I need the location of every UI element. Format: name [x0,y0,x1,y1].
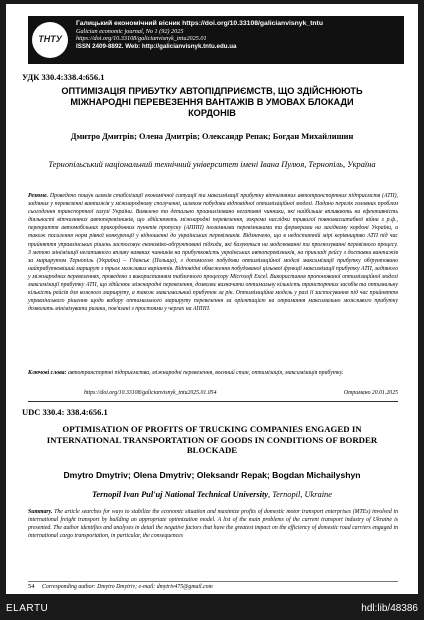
header-issue-doi[interactable]: https://doi.org/10.33108/galicianvisnyk_tntu2025.01 [76,35,207,43]
keywords-label: Ключові слова: [28,370,67,376]
article-doi-link[interactable]: https://doi.org/10.33108/galicianvisnyk_tntu2025.01.054 [84,390,217,396]
journal-header [28,16,404,64]
affiliation-en-name: Ternopil Ivan Pul'uj National Technical University [92,490,269,499]
keywords-ua [28,369,398,377]
section-divider [28,401,398,402]
affiliation-ua: Тернопільський національний технічний університет імені Івана Пулюя, Тернопіль, Україна [48,160,376,169]
header-journal-en: Galician economic journal, No 1 (92) 2025 [76,27,184,35]
journal-page [6,4,418,594]
affiliation-en-city: , Ternopil, Ukraine [268,490,332,499]
summary-text: The article searches for ways to stabilize the economic situation and maximize profits of domestic motor transport enterprises (MTEs) involved in international freight transport by building an appropriate optimization model. A list of the main problems of the current transport industry of Ukraine is presented. The author identifies and analyses in detail the negative factors that have the greatest impact on the efficiency of domestic road carriers engaged in international cargo transportation, in particular, the consequences [28,509,398,540]
footer-divider [28,581,398,582]
authors-en: Dmytro Dmytriv; Olena Dmytriv; Oleksandr Repak; Bogdan Michailyshyn [63,470,361,480]
repository-label: ELARTU [6,603,49,614]
corresponding-author-note: Corresponding author: Dmytro Dmytriv; e-mail: dmytriv475@gmail.com [42,584,213,590]
abstract-ua [28,192,398,313]
logo-text: ТНТУ [38,34,62,44]
header-journal-ua: Галицький економічний вісник https://doi.org/10.33108/galicianvisnyk_tntu [76,20,323,27]
keywords-text: автотранспортні підприємства, міжнародні перевезення, воєнний стан, оптимізація, максимізація прибутку. [67,370,344,376]
article-title-ua: ОПТИМІЗАЦІЯ ПРИБУТКУ АВТОПІДПРИЄМСТВ, ЩО ЗДІЙСНЮЮТЬ МІЖНАРОДНІ ПЕРЕВЕЗЕННЯ ВАНТАЖІВ В УМОВАХ БЛОКАДИ КОРДОНІВ [61,86,363,118]
affiliation-en [26,490,398,499]
article-title-en: OPTIMISATION OF PROFITS OF TRUCKING COMPANIES ENGAGED IN INTERNATIONAL TRANSPORTATION OF GOODS IN CONDITIONS OF BORDER BLOCKADE [46,424,378,455]
udc-en: UDC 330.4: 338.4:656.1 [22,407,108,417]
header-issn-web[interactable]: ISSN 2409-8892. Web: http://galicianvisnyk.tntu.edu.ua [76,42,237,50]
received-date: Отримано 20.01.2025 [343,390,398,396]
header-lines [76,20,402,50]
authors-ua: Дмитро Дмитрів; Олена Дмитрів; Олександр Репак; Богдан Михайлишин [70,132,354,141]
university-logo [32,22,68,58]
page-number: 54 [28,583,35,590]
abstract-lead: Резюме. [28,193,49,199]
abstract-text: Проведено пошук шляхів стабілізації економічної ситуації та максимізації прибутку вітчизняних автотранспортних підприємств (АТП), задіяних у перевезенні вантажів у міжнародному сполученні, шляхом побудови відповідної оптимізаційної моделі. Подано перелік головних проблем сьогодення транспортної галузі України. Виявлено та детально проаналізовано негативні чинники, які найбільше впливають на ефективність діяльності вітчизняних автоперевізників, що здійснюють міжнародні перевезення, зокрема наслідки тривалої повномасштабної війни з р.ф., перекриття автомобільних прикордонних пунктів пропуску (АППП) іноземними перевізниками та фермерами на західному кордоні України, а також посилення норм рівної конкуренції у відношенні до українських перевізників. Відзначено, що в недостатній мірі керівництво АТП під час прийняття управлінських рішень застосовує економіко-обґрунтовані підходи, які базуються на моделюванні та прогнозуванні перевізного процесу. З метою мінімізації негативного впливу наявних чинників на прибутковість українських автоперевізників, на прикладі рейсу з доставки вантажів за маршрутом Тернопіль (Україна) – Гданськ (Польща), з допомогою побудови оптимізаційної моделі максимізації прибутку обґрунтовано найприбутковіший маршрут з трьох можливих варіантів. Відповідні обмеження побудованої цільової функції максимізації прибутку АТП, задіяного у міжнародних перевезеннях, проведено з використанням табличного процесору Microsoft Excel. Використання пропонованої оптимізаційної моделі максимізації прибутку АТП, що здійснює міжнародні перевезення, дозволяє визначати оптимальну кількість транспортних засобів та оптимальну кількість рейсів для кожного маршруту, а також максимальний прибуток за рік. Оптимізаційна модель у разі її застосування під час прийняття управлінського рішення щодо вибору оптимального маршруту перевезення за орієнтацією на отримання максимально можливого прибутку дозволить мінімізувати ризики, пов'язані з простоями у чергах на АППП. [28,193,398,313]
summary-lead: Summary. [28,509,53,515]
handle-label: hdl:lib/48386 [361,603,418,614]
summary-en [28,508,398,540]
udc-ua: УДК 330.4:338.4:656.1 [22,72,105,82]
